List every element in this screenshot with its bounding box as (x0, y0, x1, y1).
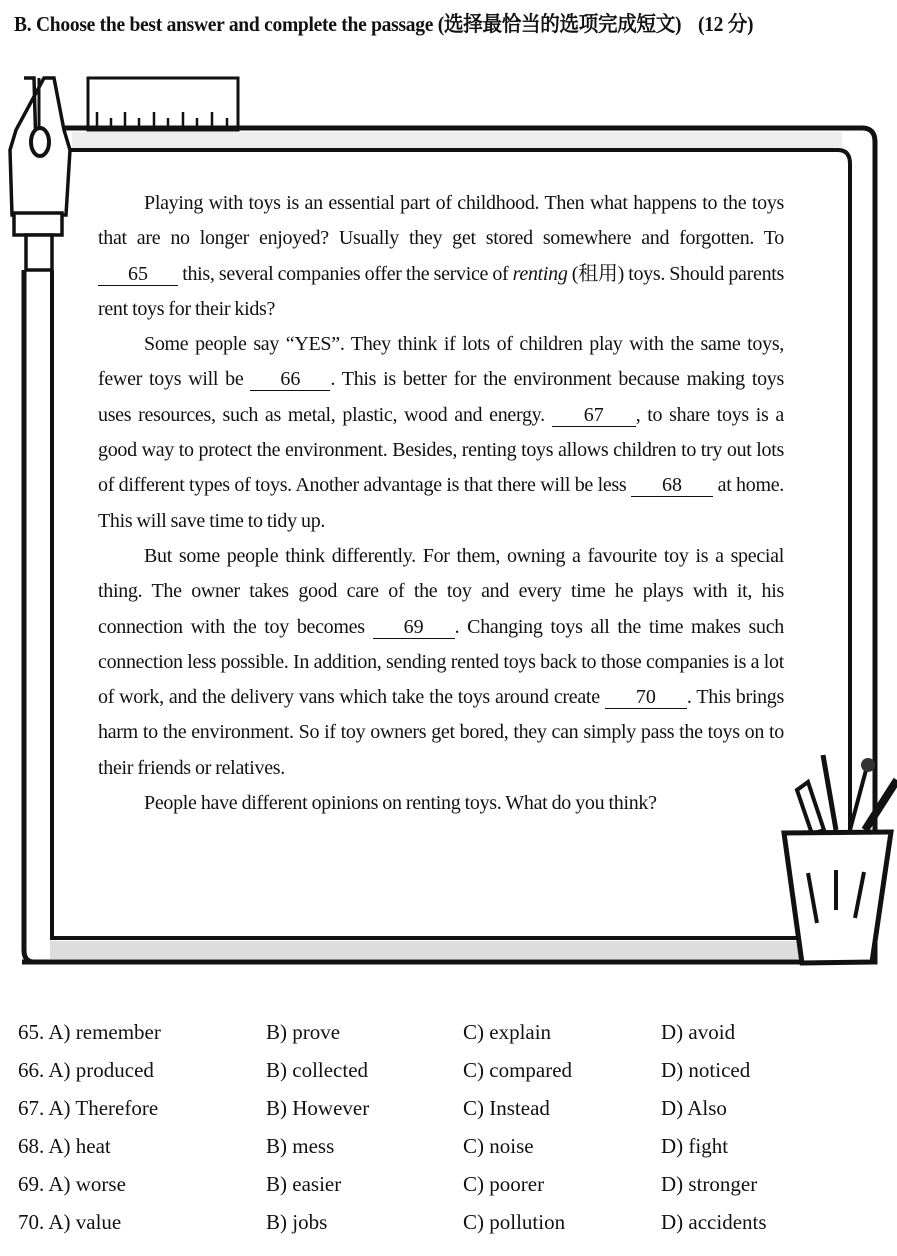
option-c[interactable]: C) compared (463, 1058, 573, 1082)
question-69 (18, 1172, 878, 1210)
passage-text: at home. This will save time to tidy up. (98, 474, 784, 532)
question-67 (18, 1096, 878, 1134)
blank-69: 69 (373, 616, 455, 639)
paragraph-1 (98, 186, 784, 327)
question-70 (18, 1210, 878, 1248)
paragraph-4: People have different opinions on renting toys. What do you think? (144, 792, 657, 815)
option-b[interactable]: B) However (266, 1096, 370, 1120)
question-66 (18, 1058, 878, 1096)
option-d[interactable]: D) accidents (661, 1210, 767, 1234)
option-d[interactable]: D) stronger (661, 1172, 758, 1196)
option-c[interactable]: C) noise (463, 1134, 534, 1158)
question-number: 70. (18, 1210, 45, 1234)
section-title: B. Choose the best answer and complete the passage (选择最恰当的选项完成短文) (14, 12, 682, 36)
option-d[interactable]: D) noticed (661, 1058, 751, 1082)
blank-70: 70 (605, 686, 687, 709)
option-b[interactable]: B) mess (266, 1134, 335, 1158)
option-c[interactable]: C) pollution (463, 1210, 566, 1234)
option-d[interactable]: D) avoid (661, 1020, 736, 1044)
section-score: (12 分) (697, 12, 754, 36)
option-d[interactable]: D) fight (661, 1134, 729, 1158)
option-c[interactable]: C) explain (463, 1020, 552, 1044)
passage-italic-word: renting (512, 262, 568, 285)
question-65 (18, 1020, 878, 1058)
passage-text: . Changing toys all the time makes such connection less possible. In addition, sending rented toys back to those companies is a lot of work, and the delivery vans which take the toys around create (98, 615, 784, 709)
option-b[interactable]: B) collected (266, 1058, 369, 1082)
passage-text: . This brings harm to the environment. So if toy owners get bored, they can simply pass the toys on to their friends or relatives. (98, 686, 784, 779)
fountain-pen-icon (10, 78, 70, 962)
option-a[interactable]: A) Therefore (48, 1096, 159, 1120)
option-a[interactable]: A) remember (48, 1020, 161, 1044)
blank-66: 66 (250, 368, 330, 391)
question-number: 67. (18, 1096, 45, 1120)
option-c[interactable]: C) Instead (463, 1096, 550, 1120)
option-a[interactable]: A) produced (48, 1058, 154, 1082)
question-number: 66. (18, 1058, 45, 1082)
passage-text: . This is better for the environment because making toys uses resources, such as metal, plastic, wood and energy. (98, 368, 784, 426)
question-number: 68. (18, 1134, 45, 1158)
option-b[interactable]: B) prove (266, 1020, 341, 1044)
paragraph-3 (98, 539, 784, 786)
blank-68: 68 (631, 474, 713, 497)
option-a[interactable]: A) worse (48, 1172, 126, 1196)
pencil-cup-icon (784, 755, 897, 963)
option-a[interactable]: A) value (48, 1210, 122, 1234)
passage-text: Some people say “YES”. They think if lots of children play with the same toys, fewer toys will be (98, 333, 784, 391)
option-b[interactable]: B) easier (266, 1172, 342, 1196)
blank-65: 65 (98, 263, 178, 286)
question-number: 65. (18, 1020, 45, 1044)
passage-text: this, several companies offer the service of (178, 262, 513, 285)
option-b[interactable]: B) jobs (266, 1210, 328, 1234)
option-c[interactable]: C) poorer (463, 1172, 545, 1196)
ruler-icon (88, 78, 238, 130)
blank-67: 67 (552, 404, 636, 427)
option-a[interactable]: A) heat (48, 1134, 111, 1158)
question-number: 69. (18, 1172, 45, 1196)
passage (98, 186, 784, 821)
passage-text: But some people think differently. For them, owning a favourite toy is a special thing. The owner takes good care of the toy and every time he plays with it, his connection with the toy becomes (98, 544, 784, 638)
option-d[interactable]: D) Also (661, 1096, 727, 1120)
answer-options (18, 1020, 878, 1248)
paragraph-2 (98, 327, 784, 539)
question-68 (18, 1134, 878, 1172)
passage-text: Playing with toys is an essential part of childhood. Then what happens to the toys that are no longer enjoyed? Usually they get stored somewhere and forgotten. To (98, 192, 784, 250)
passage-text: , to share toys is a good way to protect the environment. Besides, renting toys allows children to try out lots of different types of toys. Another advantage is that there will be less (98, 403, 784, 497)
passage-text: (租用) toys. Should parents rent toys for their kids? (98, 262, 785, 320)
